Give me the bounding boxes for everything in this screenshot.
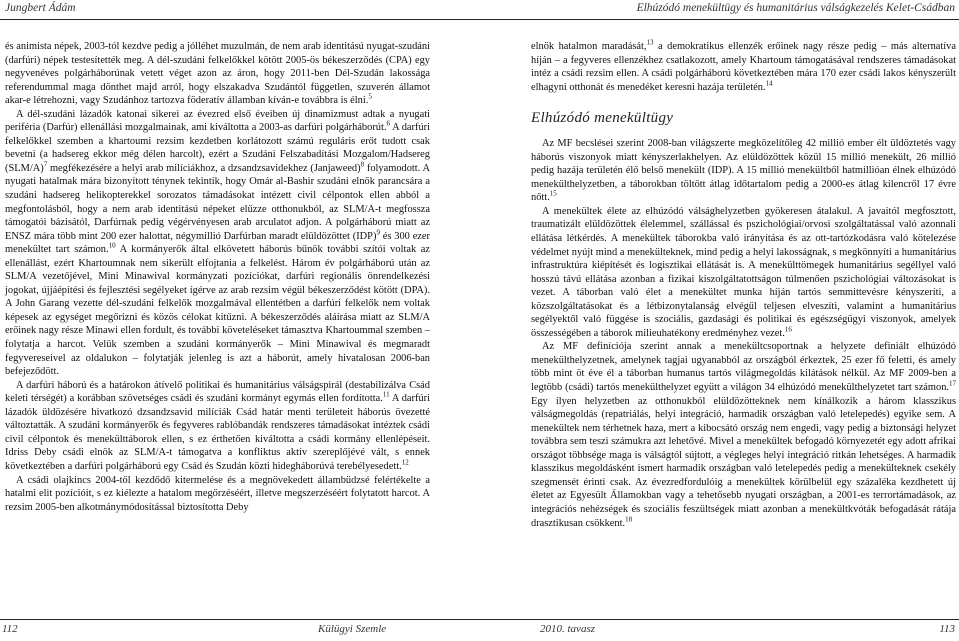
paragraph (5, 474, 430, 515)
left-column (5, 40, 430, 514)
paragraph (531, 205, 956, 340)
page-number-right: 113 (939, 623, 955, 635)
paragraph-text: A kormányerők által elkövetett háborús bűnök további szítói voltak az ellenállást, ezért Khartoumnak nem sikerült elfojtania a felkelést. Három év polgárháború után az SLM/A vezetőjével, Mini Minawival kormányzati pozíciókat, darfúri regionális önrendelkezési jogokat, újjáépítési és fejlesztési segélyeket ígérve az arab rezsim végül békeszerződést kötött (DPA). A John Garang vezette dél-szudáni felkelők mozgalmával ellentétben a darfúri felkelők nem voltak képesek az egységet megőrizni és közös célokat kitűzni. A békeszerződés aláírása miatt az SLM/A erőinek nagy része Minawi ellen fordult, és további követeléseket támasztva Khartoummal szemben – folytatja a harcot. Velük szemben a szudáni kormányerők – Mini Minawival és megmaradt fegyvereseivel az oldalukon – folytatják jelenleg is azt a háborút, amely hivatalosan 2006-ban befejeződött. (5, 244, 430, 378)
footnote-ref: 16 (784, 325, 792, 334)
paragraph-text: A darfúri lázadók üldözésére hivatkozó dzsandzsavid milíciák Csád határ menti területeit háborús övezetté változtatták. A szudáni kormányerők és fegyveres rablóbandák rendszeres támadásokat intéztek csádi civil célpontok és menekülttáborok ellen, s ez érthetően kiváltotta a csádi kormány ellenlépéseit. Idriss Deby csádi elnök az SLM/A-t támogatva a konfliktus aktív szereplőjévé vált, s ennek következtében a darfúri polgárháború egy Csád és Szudán közti hidegháborúvá terebélyesedett. (5, 393, 431, 472)
issue-label: 2010. tavasz (540, 623, 595, 635)
paragraph-text: Egy ilyen helyzetben az otthonukból elüldözötteknek nem kínálkozik a három klasszikus válságmegoldás (repatriálás, helyi integráció, harmadik országban való letelepedés) egyike sem. A menekültek nem térhetnek haza, mert a kibocsátó ország nem engedi, vagy pedig a biztonsági helyzet továbbra sem teszi számukra azt lehetővé. Mivel a menekültek befogadó környezetét egy adott afrikai országot többsége maga is válságtól sújtott, a végleges helyi integráció ritkán lehetséges. A harmadik klasszikus megoldásként ismert harmadik országban való letelepedés pedig a menekülteknek csekély szegmensét érinti csak. Az évezredfordulóig a menekültek körülbelül egy százaléka kezdhetett új életet az Egyesült Államokban vagy a tehetősebb nyugati országban, a 2001-es terrortámadások, az integrációs nehézségek és szociális feszültségek miatt azonban a menekültkvóták befogadását rátája drasztikusan csökkent. (531, 395, 956, 529)
footnote-ref: 18 (625, 515, 633, 524)
footnote-ref: 17 (949, 379, 956, 388)
footer (0, 623, 959, 639)
paragraph-text: folyamodott. A nyugati hatalmak mára bizonyított ténynek tekintik, hogy Omár al-Bashir szudáni elnök parancsára a szudáni hadsereg helikopterekkel sorozatos támadásokat intézett civil célpontok ellen abból a megfontolásból, hogy a nem arab identitású népeket elűzze otthonukból, az SLM/A-t megfossza támogatói bázisától, Darfúrnak pedig végérvényesen arab arculatot adjon. A polgárháború miatt az ENSZ mára több mint 200 ezer halottat, négymillió Darfúrban maradt elüldözöttet (IDP) (5, 162, 430, 242)
paragraph (531, 340, 956, 530)
running-head (0, 2, 959, 18)
paragraph (531, 137, 956, 205)
paragraph-text: A menekültek élete az elhúzódó válsághelyzetben gyökeresen átalakul. A javaitól megfosztott, traumatizált elüldözöttek élelemmel, szállással és pszichológiai/orvosi szolgáltatással való azonnali ellátása létkérdés. A menekültek táborokba való irányítása és az ott-tartózkodásra való kötelezése védelmet nyújt mind a menekülteknek, mind pedig a helyi lakosságnak, s megkönnyíti a humanitárius infrastruktúra kiépítését és logisztikai ellátását is. A menekülttömegek humanitárius segéllyel való hosszú távú ellátása azonban a fizikai kiszolgáltatottságon túlmenően pszichológiai változásokat is vezet. A táborban való élet a menekültet munka híján tartós semmittevésre kényszeríti, a közszolgáltatásokat és a létbizonytalanság elvégül teljesen elveszíti, valamint a humanitárius segélyektől való függése is szociális, gazdasági és politikai és egészségügyi viszonyok, amelyek összességében a táborok milieuhatékony eredményhez vezet. (531, 205, 956, 339)
paragraph-text: elnök hatalmon maradását, (531, 41, 647, 52)
footnote-ref: 13 (646, 38, 654, 47)
header-rule (0, 19, 959, 20)
paragraph-text: A csádi olajkincs 2004-től kezdődő kitermelése és a megnövekedett állambüdzsé felértékelte a hatalmi elit pozícióit, s ez kiélezte a hatalom megőrzéséért, illetve megszerzéséért folytatott harcot. A rezsim 2005-ben alkotmánymódosítással biztosította Deby (5, 474, 430, 513)
paragraph-text: A dél-szudáni lázadók katonai sikerei az évezred első éveiben új dinamizmust adtak a nyugati periféria (Darfúr) ellenállási mozgalmainak, ami kiváltotta a 2003-as darfúri polgárháborút. (5, 108, 430, 134)
footnote-ref: 8 (360, 160, 365, 169)
paragraph-text: A darfúri felkelőkkel szemben a khartoumi rezsim kezdetben korlátozott számú reguláris erőt tudott csak bevetni (a hadsereg ekkor még délen harcolt), ezért a Szudáni Felszabadítási Mozgalom/Hadsereg (SLM/A) (5, 122, 430, 174)
footnote-ref: 15 (549, 189, 557, 198)
paragraph (5, 379, 430, 474)
footnote-ref: 10 (108, 241, 116, 250)
footnote-ref: 9 (376, 228, 380, 237)
paragraph-text: a demokratikus ellenzék erőinek nagy része pedig – más alternatíva híján – a fegyveres ellenzékhez csatlakozott, amely Khartoum támogatásával rendszeres támadásokat intéz a csádi rezsim ellen. A csádi polgárháború következtében mára 170 ezer csádi lakos kényszerült elhagyni otthonát és menedéket keresni hazája területén. (531, 41, 956, 93)
footnote-ref: 12 (401, 458, 409, 467)
paragraph (5, 40, 430, 108)
footnote-ref: 11 (382, 390, 390, 399)
paragraph-text: megfékezésére a helyi arab milíciákhoz, a dzsandzsavidekhez (Janjaweed) (47, 162, 361, 174)
section-heading: Elhúzódó menekültügy (531, 110, 674, 127)
paragraph-text: és 300 ezer menekültet tart számon. (5, 230, 430, 256)
right-column (531, 40, 956, 530)
journal-name: Külügyi Szemle (318, 623, 387, 635)
running-head-author: Jungbert Ádám (5, 2, 76, 14)
running-head-article-title: Elhúzódó menekültügy és humanitárius válságkezelés Kelet-Csádban (636, 2, 955, 14)
footnote-ref: 6 (386, 119, 390, 128)
paragraph-text: és animista népek, 2003-tól kezdve pedig a jólléhet muzulmán, de nem arab identitású nyugat-szudáni (darfúri) népek testesítették meg. A dél-szudáni felkelőkkel kötött 2005-ös békeszerződés (CPA) egy negyvenéves polgárháborúnak vetett véget azon az áron, hogy 2011-ben Dél-Szudán lakossága referendummal maga dönthet majd arról, hogy elszakadva Szudántól független, szuverén államot akar-e létrehozni, vagy Szudánhoz tartozva föderatív államban kíván-e továbbra is élni. (5, 41, 430, 107)
paragraph-text: Az MF becslései szerint 2008-ban világszerte megközelítőleg 42 millió ember élt üldöztetés vagy háborús viszonyok miatt kényszerlakhelyen. Az elüldözöttek közül 15 millió menekült, 26 millió pedig hazája területén élő belső menekült (IDP). A 15 millió menekültből hatmillióan élnek elhúzódó menekülthelyzetben, a táborokban töltött átlag időtartalom pedig a 2000-es átlag kilencről 17 évre nőtt. (531, 138, 956, 204)
paragraph-text: Az MF definíciója szerint annak a menekültcsoportnak a helyzete definiált elhúzódó menekülthelyzetnek, amelynek tagjai ugyanabból az országból érkeztek, 25 ezer fő feletti, és amely több mint öt éve él a táborban humanus tartós világmegoldás kilátások nélkül. Az MF 2009-ben a legtöbb (csádi) tartós menekülthelyzet együtt a világon 34 elhúzódó menekülthelyzetet tart számon. (531, 341, 956, 394)
page-number-left: 112 (2, 623, 18, 635)
paragraph-text: A darfúri háború és a határokon átívelő politikai és humanitárius válságspirál (destabilizálva Csád keleti térségét) a korábban szövetséges csádi és szudáni kormányt egymás ellen fordította. (5, 379, 430, 405)
paragraph (5, 108, 430, 379)
footnote-ref: 14 (765, 79, 773, 88)
footnote-ref: 5 (368, 92, 372, 101)
footer-rule (0, 619, 959, 620)
footnote-ref: 7 (43, 160, 48, 169)
paragraph (531, 40, 956, 94)
